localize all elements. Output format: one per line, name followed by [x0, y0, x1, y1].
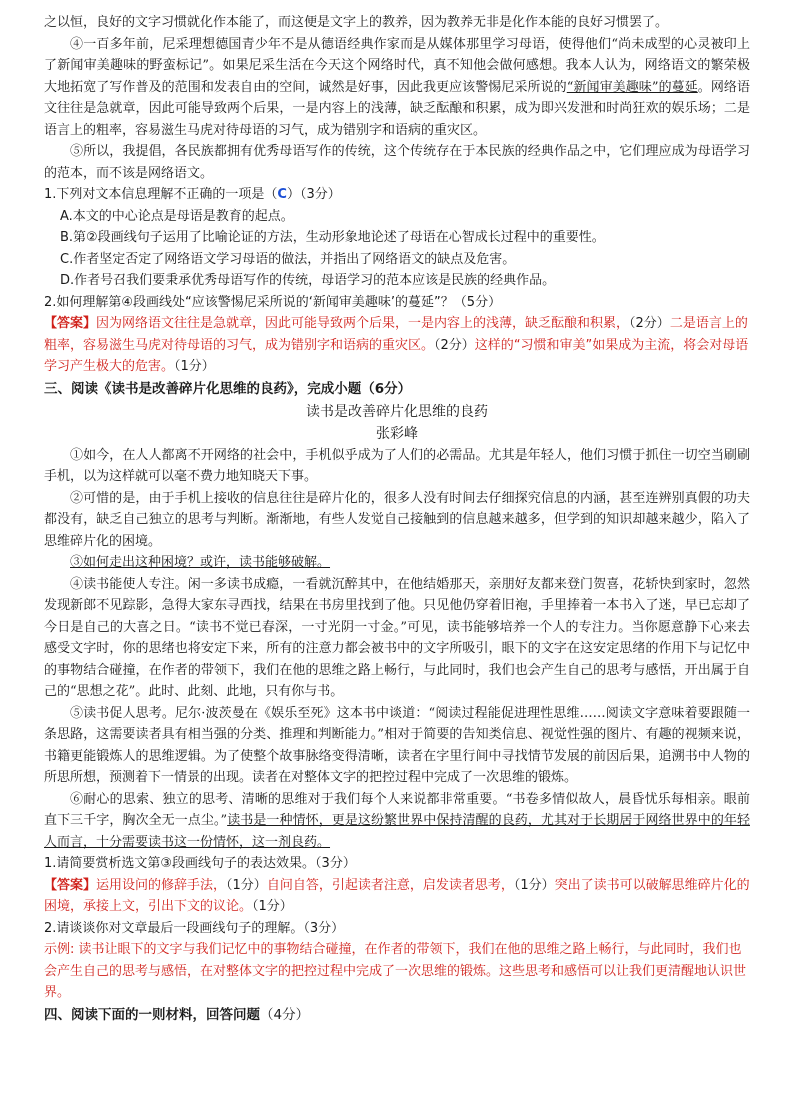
option-b: B.第②段画线句子运用了比喻论证的方法，生动形象地论述了母语在心智成长过程中的重要性。 [60, 230, 605, 245]
article-paragraph: ②可惜的是，由于手机上接收的信息往往是碎片化的，很多人没有时间去仔细探究信息的内涵，甚至连辨别真假的功夫都没有，缺乏自己独立的思考与判断。渐渐地，有些人发觉自己接触到的信息越来越多，但学到的知识却越来越少，陷入了思维碎片化的困境。 [44, 490, 750, 549]
underlined-sentence: ③如何走出这种困境？或许，读书能够破解。 [70, 555, 331, 570]
underlined-sentence: 读书是一种情怀，更是这纷繁世界中保持清醒的良药，尤其对于长期居于网络世界中的年轻人而言，十分需要读书这一份情怀，这一剂良药。 [44, 813, 750, 850]
option-d: D.作者号召我们要秉承优秀母语写作的传统，母语学习的范本应该是民族的经典作品。 [60, 273, 556, 288]
question-4-answer: 示例: 读书让眼下的文字与我们记忆中的事物结合碰撞，在作者的带领下，我们在他的思维之路上畅行，与此同时，我们也会产生自己的思考与感悟，在对整体文字的把控过程中完成了一次思维的锻炼。这些思考和感悟可以让我们更清醒地认识世界。 [44, 942, 747, 1000]
section-3-heading: 三、阅读《读书是改善碎片化思维的良药》，完成小题（6分） [44, 380, 412, 397]
option-c: C.作者坚定否定了网络语文学习母语的做法，并指出了网络语文的缺点及危害。 [60, 251, 516, 267]
article-paragraph: ⑥耐心的思索、独立的思考、清晰的思维对于我们每个人来说都非常重要。“书卷多情似故人，晨昏忧乐每相亲。眼前直下三千字，胸次全无一点尘。”读书是一种情怀，更是这纷繁世界中保持清醒的良药，尤其对于长期居于网络世界中的年轻人而言，十分需要读书这一份情怀，这一剂良药。 [44, 791, 750, 850]
article-paragraph: ①如今，在人人都离不开网络的社会中，手机似乎成为了人们的必需品。尤其是年轻人，他们习惯于抓住一切空当刷刷手机，以为这样就可以毫不费力地知晓天下事。 [44, 447, 750, 484]
article-title: 读书是改善碎片化思维的良药 [306, 403, 488, 420]
underlined-phrase: “新闻审美趣味”的蔓延 [566, 79, 698, 95]
document-page [44, 12, 750, 1027]
question-2-answer: 【答案】因为网络语文往往是急就章，因此可能导致两个后果，一是内容上的浅薄，缺乏酝酿和积累，（2分）二是语言上的粗率，容易滋生马虎对待母语的习气，成为错别字和语病的重灾区。（2分）这样的“习惯和审美”如果成为主流，将会对母语学习产生极大的危害。（1分） [44, 316, 749, 374]
question-2-stem: 2.如何理解第④段画线处“应该警惕尼采所说的‘新闻审美趣味’的蔓延”？（5分） [44, 294, 502, 310]
article-author: 张彩峰 [376, 425, 418, 442]
option-a: A.本文的中心论点是母语是教育的起点。 [60, 208, 294, 224]
question-3-stem: 1.请简要赏析选文第③段画线句子的表达效果。（3分） [44, 856, 356, 871]
article-paragraph-4: ④一百多年前，尼采理想德国青少年不是从德语经典作家而是从媒体那里学习母语，使得他们“尚未成型的心灵被印上了新闻审美趣味的野蛮标记”。如果尼采生活在今天这个网络时代，真不知他会做何感想。我本人认为，网络语文的繁荣极大地拓宽了写作普及的范围和发表自由的空间，诚然是好事，因此我更应该警惕尼采所说的“新闻审美趣味”的蔓延。网络语文往往是急就章，因此可能导致两个后果，一是内容上的浅薄，缺乏酝酿和积累，成为即兴发泄和时尚狂欢的娱乐场；二是语言上的粗率，容易滋生马虎对待母语的习气，成为错别字和语病的重灾区。 [44, 36, 750, 138]
article-paragraph-5: ⑤所以，我提倡，各民族都拥有优秀母语写作的传统，这个传统存在于本民族的经典作品之中，它们理应成为母语学习的范本，而不该是网络语文。 [44, 144, 750, 181]
article-paragraph: ⑤读书促人思考。尼尔·波茨曼在《娱乐至死》这本书中谈道：“阅读过程能促进理性思维……阅读文字意味着要跟随一条思路，这需要读者具有相当强的分类、推理和判断能力。”相对于简要的告知类信息、视觉性强的图片、有趣的视频来说，书籍更能锻炼人的思维逻辑。为了使整个故事脉络变得清晰，读者在字里行间中寻找情节发展的前因后果，追溯书中人物的所思所想，预测着下一情景的出现。读者在对整体文字的把控过程中完成了一次思维的锻炼。 [44, 705, 750, 785]
question-1-stem: 1.下列对文本信息理解不正确的一项是（C）（3分） [44, 187, 341, 202]
question-3-answer: 【答案】运用设问的修辞手法，（1分）自问自答，引起读者注意，启发读者思考，（1分）突出了读书可以破解思维碎片化的困境，承接上文，引出下文的议论。（1分） [44, 877, 750, 914]
section-4-heading: 四、阅读下面的一则材料，回答问题（4分） [44, 1006, 310, 1023]
article-paragraph: ④读书能使人专注。闲一多读书成瘾，一看就沉醉其中，在他结婚那天，亲朋好友都来登门贺喜，花轿快到家时，忽然发现新郎不见踪影，急得大家东寻西找，结果在书房里找到了他。只见他仍穿着旧袍，手里捧着一本书入了迷，早已忘却了今日是自己的大喜之日。“读书不觉已春深，一寸光阴一寸金。”可见，读书能够培养一个人的专注力。当你愿意静下心来去感受文字时，你的思绪也将安定下来，所有的注意力都会被书中的文字所吸引，眼下的文字在这安定思绪的作用下与记忆中的事物结合碰撞，在作者的带领下，我们在他的思维之路上畅行，与此同时，我们也会产生自己的思考与感悟，开出属于自己的“思想之花”。此时、此刻、此地，只有你与书。 [44, 576, 750, 699]
prev-paragraph-tail: 之以恒，良好的文字习惯就化作本能了，而这便是文字上的教养，因为教养无非是化作本能的良好习惯罢了。 [44, 15, 669, 30]
article-paragraph [44, 552, 750, 574]
question-4-stem: 2.请谈谈你对文章最后一段画线句子的理解。（3分） [44, 920, 345, 936]
question-1-answer: C [277, 187, 287, 202]
